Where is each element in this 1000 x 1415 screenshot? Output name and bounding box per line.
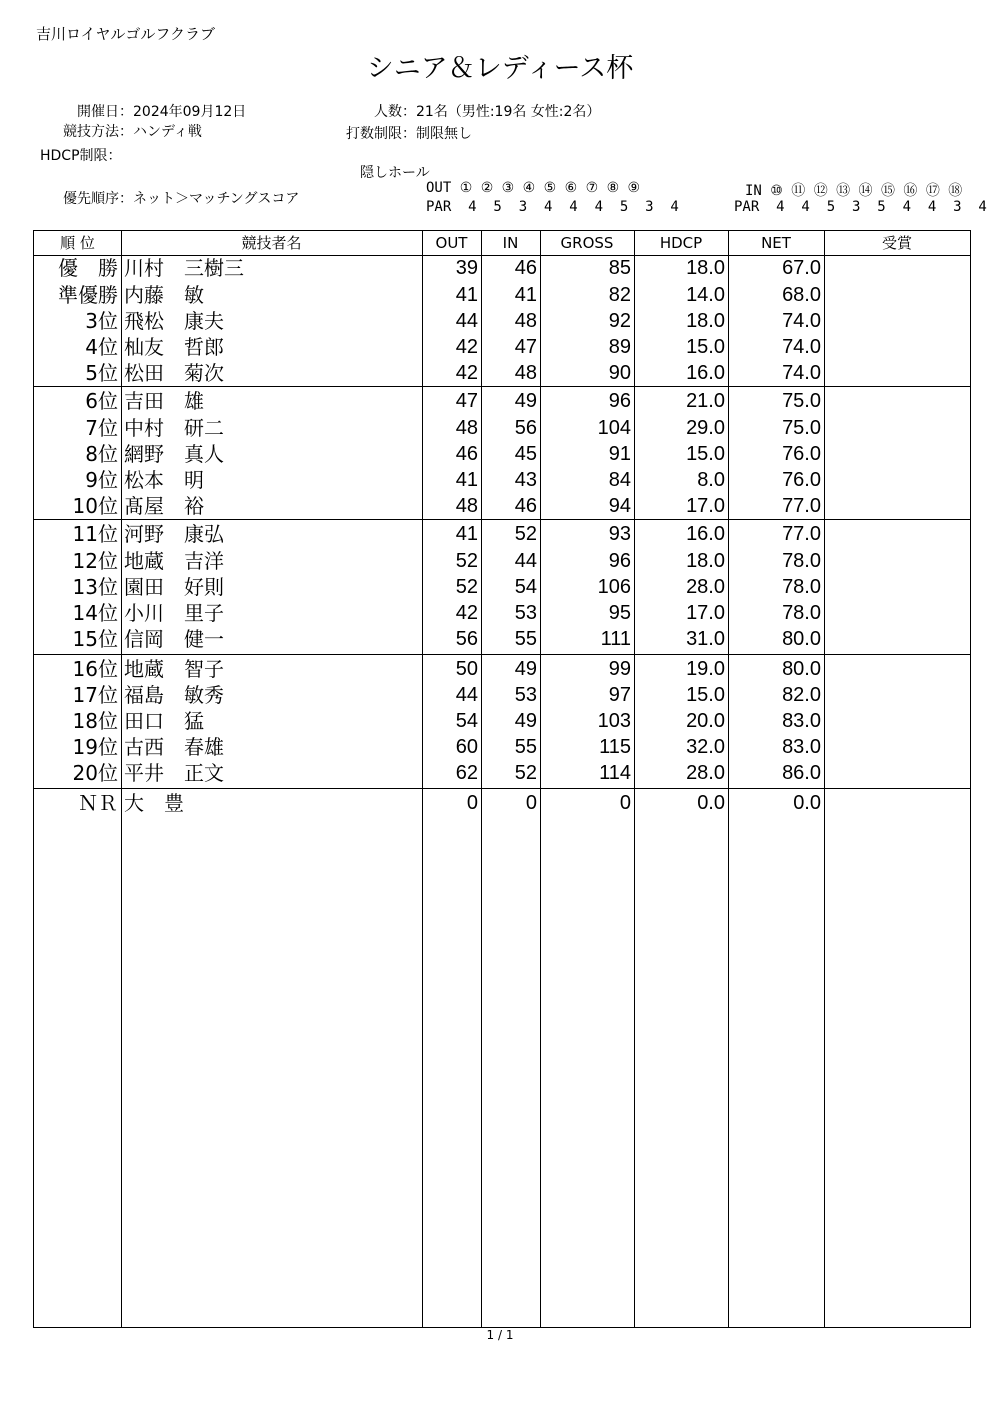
method-line [40, 121, 202, 141]
cell-in: 48 [514, 362, 537, 384]
cell-hdcp: 16.0 [686, 523, 725, 545]
cell-gross: 90 [608, 362, 631, 384]
cell-out: 39 [455, 257, 478, 279]
cell-in: 52 [514, 762, 537, 784]
cell-name: 河野 康弘 [124, 522, 224, 546]
cell-name: 杣友 哲郎 [124, 335, 224, 359]
cell-hdcp: 15.0 [686, 336, 725, 358]
cell-gross: 111 [600, 628, 631, 650]
method-label: 競技方法： [63, 124, 133, 140]
cell-name: 田口 猛 [124, 709, 204, 733]
cell-net: 83.0 [782, 710, 821, 732]
cell-out: 48 [455, 417, 478, 439]
cell-rank: 16位 [72, 657, 118, 681]
table-row [34, 334, 970, 360]
page-number: 1 / 1 [486, 1328, 514, 1342]
cell-net: 77.0 [782, 495, 821, 517]
cell-out: 54 [455, 710, 478, 732]
group-divider [34, 519, 970, 520]
cell-net: 0.0 [793, 792, 821, 814]
cell-name: 平井 正文 [124, 761, 224, 785]
table-row [34, 682, 970, 708]
header-out: OUT [435, 234, 468, 252]
cell-rank: 20位 [72, 761, 118, 785]
cell-in: 55 [514, 736, 537, 758]
page-title: シニア＆レディース杯 [366, 53, 634, 84]
cell-gross: 96 [608, 390, 631, 412]
cell-out: 52 [455, 576, 478, 598]
cell-in: 46 [514, 495, 537, 517]
cell-rank: 11位 [72, 522, 118, 546]
table-row [34, 548, 970, 574]
cell-name: 地蔵 智子 [124, 657, 224, 681]
cell-out: 0 [466, 792, 478, 814]
header-gross: GROSS [560, 234, 614, 252]
cell-in: 49 [514, 710, 537, 732]
cell-net: 80.0 [782, 628, 821, 650]
cell-rank: 8位 [85, 442, 118, 466]
table-row [34, 255, 970, 281]
date-label: 開催日： [77, 104, 133, 120]
group-divider [34, 386, 970, 387]
cell-net: 76.0 [782, 443, 821, 465]
cell-gross: 96 [608, 550, 631, 572]
cell-hdcp: 15.0 [686, 443, 725, 465]
cell-hdcp: 29.0 [686, 417, 725, 439]
table-row [34, 760, 970, 786]
cell-gross: 89 [608, 336, 631, 358]
strokes-value: 制限無し [416, 126, 472, 142]
header-award: 受賞 [881, 234, 912, 252]
table-row [34, 388, 970, 414]
group-divider [34, 654, 970, 655]
priority-line [40, 188, 299, 208]
cell-in: 49 [514, 390, 537, 412]
cell-in: 53 [514, 684, 537, 706]
club-name: 吉川ロイヤルゴルフクラブ [36, 25, 215, 43]
out-holes: OUT ① ② ③ ④ ⑤ ⑥ ⑦ ⑧ ⑨ [426, 180, 641, 196]
cell-name: 吉田 雄 [124, 389, 204, 413]
cell-name: 福島 敏秀 [124, 683, 224, 707]
cell-name: 内藤 敏 [124, 283, 204, 307]
cell-out: 60 [455, 736, 478, 758]
cell-hdcp: 28.0 [686, 576, 725, 598]
table-row [34, 308, 970, 334]
cell-gross: 82 [608, 284, 631, 306]
cell-in: 49 [514, 658, 537, 680]
cell-rank: 12位 [72, 549, 118, 573]
count-label: 人数： [374, 104, 416, 120]
cell-in: 47 [514, 336, 537, 358]
cell-rank: 7位 [85, 416, 118, 440]
header-name: 競技者名 [241, 234, 302, 252]
cell-rank: 準優勝 [58, 283, 118, 307]
cell-out: 47 [455, 390, 478, 412]
cell-out: 44 [455, 310, 478, 332]
cell-hdcp: 17.0 [686, 495, 725, 517]
table-row [34, 441, 970, 467]
cell-out: 52 [455, 550, 478, 572]
cell-hdcp: 8.0 [697, 469, 725, 491]
cell-rank: 18位 [72, 709, 118, 733]
cell-in: 43 [514, 469, 537, 491]
cell-gross: 91 [608, 443, 631, 465]
cell-net: 78.0 [782, 602, 821, 624]
cell-net: 74.0 [782, 336, 821, 358]
cell-gross: 103 [597, 710, 631, 732]
cell-net: 68.0 [782, 284, 821, 306]
cell-gross: 106 [597, 576, 631, 598]
cell-out: 42 [455, 336, 478, 358]
cell-in: 44 [514, 550, 537, 572]
cell-gross: 114 [599, 762, 631, 784]
table-row [34, 790, 970, 816]
cell-gross: 94 [608, 495, 631, 517]
cell-hdcp: 19.0 [686, 658, 725, 680]
cell-name: 大 豊 [124, 791, 184, 815]
count-value: 21名（男性:19名 女性:2名） [416, 104, 601, 120]
cell-out: 62 [455, 762, 478, 784]
table-row [34, 521, 970, 547]
cell-in: 0 [525, 792, 537, 814]
cell-out: 41 [455, 284, 478, 306]
cell-out: 50 [455, 658, 478, 680]
cell-in: 48 [514, 310, 537, 332]
table-row [34, 467, 970, 493]
hidden-holes-label: 隠しホール [360, 165, 430, 181]
cell-gross: 93 [608, 523, 631, 545]
hdcp-limit-label: HDCP制限： [40, 148, 122, 164]
table-row [34, 574, 970, 600]
cell-hdcp: 18.0 [686, 310, 725, 332]
cell-gross: 115 [599, 736, 631, 758]
cell-gross: 95 [608, 602, 631, 624]
table-row [34, 708, 970, 734]
cell-gross: 99 [608, 658, 631, 680]
cell-hdcp: 18.0 [686, 257, 725, 279]
cell-net: 78.0 [782, 576, 821, 598]
cell-out: 48 [455, 495, 478, 517]
cell-in: 52 [514, 523, 537, 545]
cell-net: 76.0 [782, 469, 821, 491]
count-line [300, 101, 600, 121]
cell-gross: 97 [608, 684, 631, 706]
cell-name: 川村 三樹三 [124, 256, 244, 280]
cell-out: 41 [455, 523, 478, 545]
cell-hdcp: 14.0 [686, 284, 725, 306]
cell-out: 42 [455, 602, 478, 624]
cell-net: 74.0 [782, 310, 821, 332]
table-row [34, 415, 970, 441]
cell-net: 86.0 [782, 762, 821, 784]
cell-net: 82.0 [782, 684, 821, 706]
cell-in: 55 [514, 628, 537, 650]
table-row [34, 493, 970, 519]
cell-name: 松田 菊次 [124, 361, 224, 385]
in-holes: IN ⑩ ⑪ ⑫ ⑬ ⑭ ⑮ ⑯ ⑰ ⑱ [745, 183, 963, 199]
cell-name: 髙屋 裕 [124, 494, 204, 518]
cell-rank: 15位 [72, 627, 118, 651]
header-net: NET [761, 234, 791, 252]
header-hdcp: HDCP [659, 234, 703, 252]
cell-in: 56 [514, 417, 537, 439]
date-line [40, 101, 246, 121]
cell-hdcp: 21.0 [686, 390, 725, 412]
cell-rank: 17位 [72, 683, 118, 707]
table-row [34, 626, 970, 652]
cell-name: 古西 春雄 [124, 735, 224, 759]
cell-net: 75.0 [782, 417, 821, 439]
cell-hdcp: 31.0 [686, 628, 725, 650]
cell-rank: 優 勝 [58, 256, 118, 280]
cell-hdcp: 18.0 [686, 550, 725, 572]
cell-out: 42 [455, 362, 478, 384]
cell-rank: 9位 [85, 468, 118, 492]
table-row [34, 282, 970, 308]
table-row [34, 360, 970, 386]
cell-gross: 0 [619, 792, 631, 814]
group-divider [34, 788, 970, 789]
cell-hdcp: 20.0 [686, 710, 725, 732]
cell-name: 小川 里子 [124, 601, 224, 625]
cell-net: 78.0 [782, 550, 821, 572]
cell-out: 46 [455, 443, 478, 465]
cell-in: 54 [514, 576, 537, 598]
cell-name: 松本 明 [124, 468, 204, 492]
in-par: PAR 4 4 5 3 5 4 4 3 4 [734, 199, 987, 215]
cell-name: 地蔵 吉洋 [124, 549, 224, 573]
header-in: IN [502, 234, 519, 252]
results-table [33, 230, 971, 1328]
cell-name: 中村 研二 [124, 416, 224, 440]
cell-gross: 92 [608, 310, 631, 332]
cell-hdcp: 0.0 [697, 792, 725, 814]
cell-name: 飛松 康夫 [124, 309, 224, 333]
header-rank: 順 位 [60, 234, 95, 252]
cell-hdcp: 17.0 [686, 602, 725, 624]
cell-in: 46 [514, 257, 537, 279]
cell-rank: 14位 [72, 601, 118, 625]
cell-gross: 85 [608, 257, 631, 279]
cell-hdcp: 15.0 [686, 684, 725, 706]
cell-gross: 84 [608, 469, 631, 491]
cell-gross: 104 [597, 417, 631, 439]
cell-in: 45 [514, 443, 537, 465]
strokes-line [300, 123, 472, 143]
priority-value: ネット＞マッチングスコア [133, 191, 300, 207]
cell-rank: 10位 [72, 494, 118, 518]
cell-out: 41 [455, 469, 478, 491]
cell-net: 74.0 [782, 362, 821, 384]
cell-in: 41 [514, 284, 537, 306]
cell-net: 75.0 [782, 390, 821, 412]
cell-net: 80.0 [782, 658, 821, 680]
cell-net: 83.0 [782, 736, 821, 758]
date-value: 2024年09月12日 [133, 104, 247, 120]
cell-net: 67.0 [782, 257, 821, 279]
priority-label: 優先順序： [63, 191, 133, 207]
cell-rank: 5位 [85, 361, 118, 385]
cell-in: 53 [514, 602, 537, 624]
strokes-label: 打数制限： [346, 126, 416, 142]
cell-rank: 4位 [85, 335, 118, 359]
cell-rank: ＮＲ [78, 791, 118, 815]
cell-hdcp: 28.0 [686, 762, 725, 784]
table-row [34, 734, 970, 760]
table-row [34, 656, 970, 682]
cell-net: 77.0 [782, 523, 821, 545]
cell-rank: 6位 [85, 389, 118, 413]
cell-rank: 3位 [85, 309, 118, 333]
out-par: PAR 4 5 3 4 4 4 5 3 4 [426, 199, 679, 215]
cell-out: 56 [455, 628, 478, 650]
method-value: ハンディ戦 [133, 124, 202, 140]
cell-name: 網野 真人 [124, 442, 224, 466]
cell-rank: 19位 [72, 735, 118, 759]
cell-name: 信岡 健一 [124, 627, 224, 651]
cell-name: 園田 好則 [124, 575, 224, 599]
cell-hdcp: 32.0 [686, 736, 725, 758]
table-row [34, 600, 970, 626]
cell-rank: 13位 [72, 575, 118, 599]
cell-hdcp: 16.0 [686, 362, 725, 384]
cell-out: 44 [455, 684, 478, 706]
